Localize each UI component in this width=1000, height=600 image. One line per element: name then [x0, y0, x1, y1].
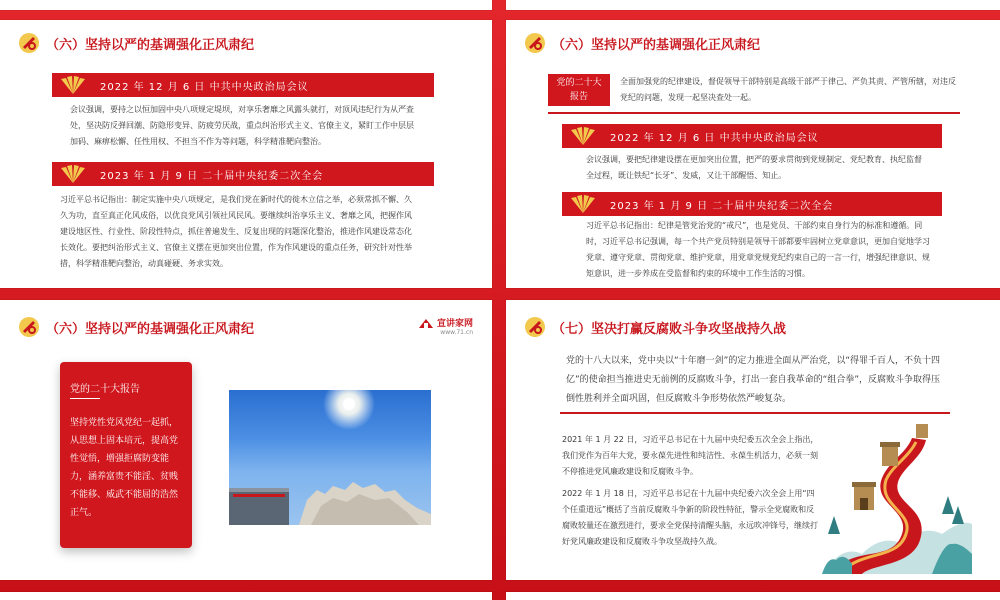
paragraph: 习近平总书记指出：纪律是管党治党的“戒尺”，也是党员、干部约束自身行为的标准和遵循。同时，习近平总书记强调，每一个共产党员特别是领导干部都要牢固树立党章意识，更加自觉地学习党章、遵守党章、贯彻党章、维护党章，用党章党规党纪约束自己的一言一行，增强纪律意识、规矩意识，进一步养成在受监督和约束的环境中工作生活的习惯。	[586, 221, 930, 278]
paragraph: 2022 年 1 月 18 日，习近平总书记在十九届中央纪委六次全会上用“四个任重道远”概括了当前反腐败斗争新的阶段性特征，警示全党腐败和反腐败较量还在激烈进行，要求全党保持清醒头脑，永远吹冲锋号，继续打好党风廉政建设和反腐败斗争攻坚战持久战。	[562, 489, 818, 546]
report-label: 党的二十大报告	[548, 74, 610, 106]
paragraph: 习近平总书记指出：制定实施中央八项规定，是我们党在新时代的徙木立信之举，必须常抓不懈、久久为功，直至真正化风成俗，以优良党风引领社风民风。要继续纠治享乐主义、奢靡之风，把握作风建设地区性、行业性、阶段性特点，抓住普遍发生、反复出现的问题深化整治，推进作风建设常态化长效化。要把纠治形式主义、官僚主义摆在更加突出位置，作为作风建设的重点任务，研究针对性举措，科学精准靶向整治，动真碰硬、务求实效。	[60, 195, 412, 268]
monument-photo	[229, 390, 431, 525]
slide-next-left-partial[interactable]	[0, 592, 492, 600]
report-card	[60, 362, 192, 548]
date-text: 2023 年 1 月 9 日 二十届中央纪委二次全会	[610, 200, 834, 212]
slide-title-text: （六）坚持以严的基调强化正风肃纪	[46, 321, 255, 337]
paragraph: 会议强调，要持之以恒加固中央八项规定堤坝，对享乐奢靡之风露头就打，对顶风违纪行为从严查处，坚决防反弹回潮、防隐形变异、防疲劳厌战，重点纠治形式主义、官僚主义，紧盯工作中层层加码、麻痹松懈、任性用权、不担当不作为等问题，科学精准靶向整治。	[70, 105, 414, 146]
fan-icon	[562, 192, 604, 216]
party-emblem-icon	[524, 32, 546, 54]
card-body: 坚持党性党风党纪一起抓，从思想上固本培元，提高党性觉悟，增强拒腐防变能力，涵养富贵不能淫、贫贱不能移、威武不能屈的浩然正气。	[70, 418, 179, 518]
card-divider	[70, 398, 100, 399]
slide-title	[18, 314, 254, 340]
site-logo: 宣讲家网 www.71.cn	[418, 316, 473, 336]
party-emblem-icon	[524, 316, 546, 338]
slide-top-left[interactable]	[0, 20, 492, 288]
slide-bottom-left[interactable]	[0, 300, 492, 580]
logo-icon	[418, 317, 434, 329]
slide-title-text: （六）坚持以严的基调强化正风肃纪	[46, 37, 255, 53]
fan-icon	[52, 73, 94, 97]
slide-bottom-right[interactable]	[506, 300, 1000, 580]
great-wall-illustration	[822, 424, 972, 574]
card-title: 党的二十大报告	[70, 384, 140, 395]
date-bar	[52, 162, 434, 186]
date-text: 2022 年 12 月 6 日 中共中央政治局会议	[100, 81, 309, 93]
slide-next-right-partial[interactable]	[506, 592, 1000, 600]
divider-line	[548, 112, 960, 114]
date-text: 2022 年 12 月 6 日 中共中央政治局会议	[610, 132, 819, 144]
intro-paragraph: 全面加强党的纪律建设，督促领导干部特别是高级干部严于律己、严负其责、严管所辖，对违反党纪的问题，发现一起坚决查处一起。	[620, 77, 956, 102]
party-emblem-icon	[18, 32, 40, 54]
photo-illustration	[229, 390, 431, 525]
date-bar	[562, 124, 942, 148]
paragraph: 2021 年 1 月 22 日，习近平总书记在十九届中央纪委五次全会上指出，我们党作为百年大党，要永葆先进性和纯洁性、永葆生机活力，必须一刻不停推进党风廉政建设和反腐败斗争。	[562, 435, 819, 476]
date-text: 2023 年 1 月 9 日 二十届中央纪委二次全会	[100, 170, 324, 182]
date-bar	[52, 73, 434, 97]
date-bar	[562, 192, 942, 216]
slide-title-text: （六）坚持以严的基调强化正风肃纪	[552, 37, 761, 53]
party-emblem-icon	[18, 316, 40, 338]
paragraph: 会议强调，要把纪律建设摆在更加突出位置，把严的要求贯彻到党规制定、党纪教育、执纪监督全过程，既让铁纪“长牙”、发威，又让干部醒悟、知止。	[586, 155, 922, 180]
slide-title	[524, 314, 786, 340]
fan-icon	[52, 162, 94, 186]
slide-prev-right-partial[interactable]	[506, 0, 1000, 10]
slide-title-text: （七）坚决打赢反腐败斗争攻坚战持久战	[552, 321, 787, 337]
slide-prev-left-partial[interactable]	[0, 0, 492, 10]
slide-top-right[interactable]	[506, 20, 1000, 288]
divider-line	[560, 412, 950, 414]
slide-title	[524, 30, 760, 56]
fan-icon	[562, 124, 604, 148]
slide-title	[18, 30, 254, 56]
intro-paragraph: 党的十八大以来，党中央以“十年磨一剑”的定力推进全面从严治党，以“得罪千百人，不负十四亿”的使命担当推进史无前例的反腐败斗争，打出一套自我革命的“组合拳”，反腐败斗争取得压倒性胜利并全面巩固，但反腐败斗争形势依然严峻复杂。	[566, 356, 940, 404]
